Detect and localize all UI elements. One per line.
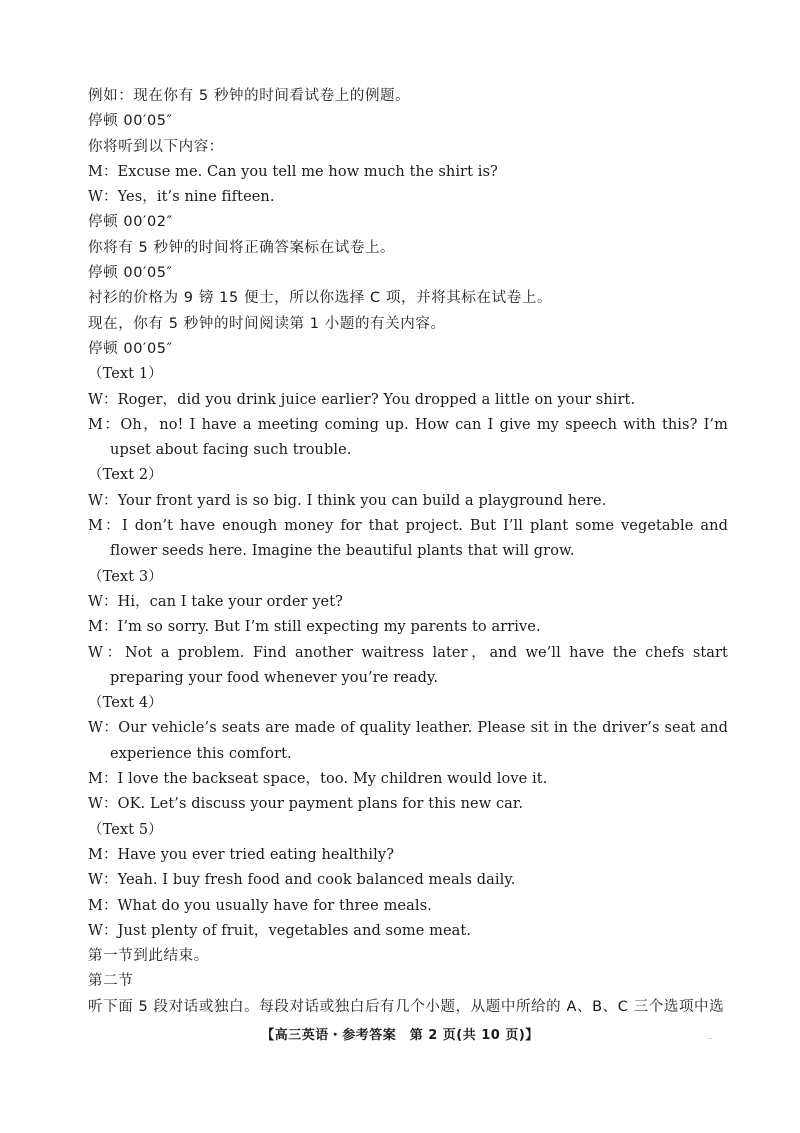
document-line: W：Hi，can I take your order yet? [88, 593, 344, 610]
text-section-label: （Text 1） [88, 366, 163, 383]
document-line: 第二节 [88, 973, 134, 990]
document-line: W：Yes，it’s nine fifteen. [88, 189, 275, 206]
document-line: 例如：现在你有 5 秒钟的时间看试卷上的例题。 [88, 88, 411, 104]
document-line: M：Have you ever tried eating healthily? [88, 846, 395, 863]
corner-mark: .. [708, 1032, 714, 1041]
page-footer: 【高三英语・参考答案 第 2 页(共 10 页)】 [261, 1028, 539, 1043]
text-section-label: （Text 4） [88, 695, 163, 712]
document-line: 听下面 5 段对话或独白。每段对话或独白后有几个小题，从题中所给的 A、B、C 三个选项中选 [88, 998, 725, 1015]
document-line: 你将听到以下内容： [88, 138, 224, 155]
document-line: 停顿 00′05″ [88, 113, 173, 130]
document-line: 你将有 5 秒钟的时间将正确答案标在试卷上。 [88, 239, 396, 256]
document-line: M：I don’t have enough money for that project. But I’ll plant some vegetable and flower seeds here. Imagine the beautiful plants that will grow. [88, 518, 728, 560]
document-line: M：What do you usually have for three meals. [88, 897, 432, 914]
document-line: 第一节到此结束。 [88, 948, 209, 965]
document-line: 停顿 00′05″ [88, 265, 173, 282]
document-line: M：I’m so sorry. But I’m still expecting my parents to arrive. [88, 619, 541, 636]
document-line: M：I love the backseat space，too. My children would love it. [88, 771, 548, 788]
document-line: 停顿 00′05″ [88, 340, 173, 357]
text-section-label: （Text 2） [88, 467, 163, 484]
document-line: M：Oh，no! I have a meeting coming up. How can I give my speech with this? I’m upset about facing such trouble. [88, 416, 728, 459]
document-line: 现在，你有 5 秒钟的时间阅读第 1 小题的有关内容。 [88, 315, 446, 332]
document-line: W：Just plenty of fruit，vegetables and some meat. [88, 922, 472, 939]
document-line: W：Your front yard is so big. I think you can build a playground here. [88, 492, 607, 509]
document-line: 衬衫的价格为 9 镑 15 便士，所以你选择 C 项，并将其标在试卷上。 [88, 290, 553, 307]
text-section-label: （Text 5） [88, 821, 163, 838]
document-line: 停顿 00′02″ [88, 214, 173, 231]
document-line: M：Excuse me. Can you tell me how much the shirt is? [88, 163, 498, 180]
text-section-label: （Text 3） [88, 568, 163, 585]
document-body [88, 84, 728, 1020]
document-line: W：Not a problem. Find another waitress later，and we’ll have the chefs start preparing your food whenever you’re ready. [88, 644, 728, 686]
document-line: W：OK. Let’s discuss your payment plans for this new car. [88, 796, 524, 813]
document-line: W：Yeah. I buy fresh food and cook balanced meals daily. [88, 872, 516, 889]
document-line: W：Our vehicle’s seats are made of quality leather. Please sit in the driver’s seat and experience this comfort. [88, 720, 728, 762]
document-line: W：Roger，did you drink juice earlier? You dropped a little on your shirt. [88, 391, 636, 408]
